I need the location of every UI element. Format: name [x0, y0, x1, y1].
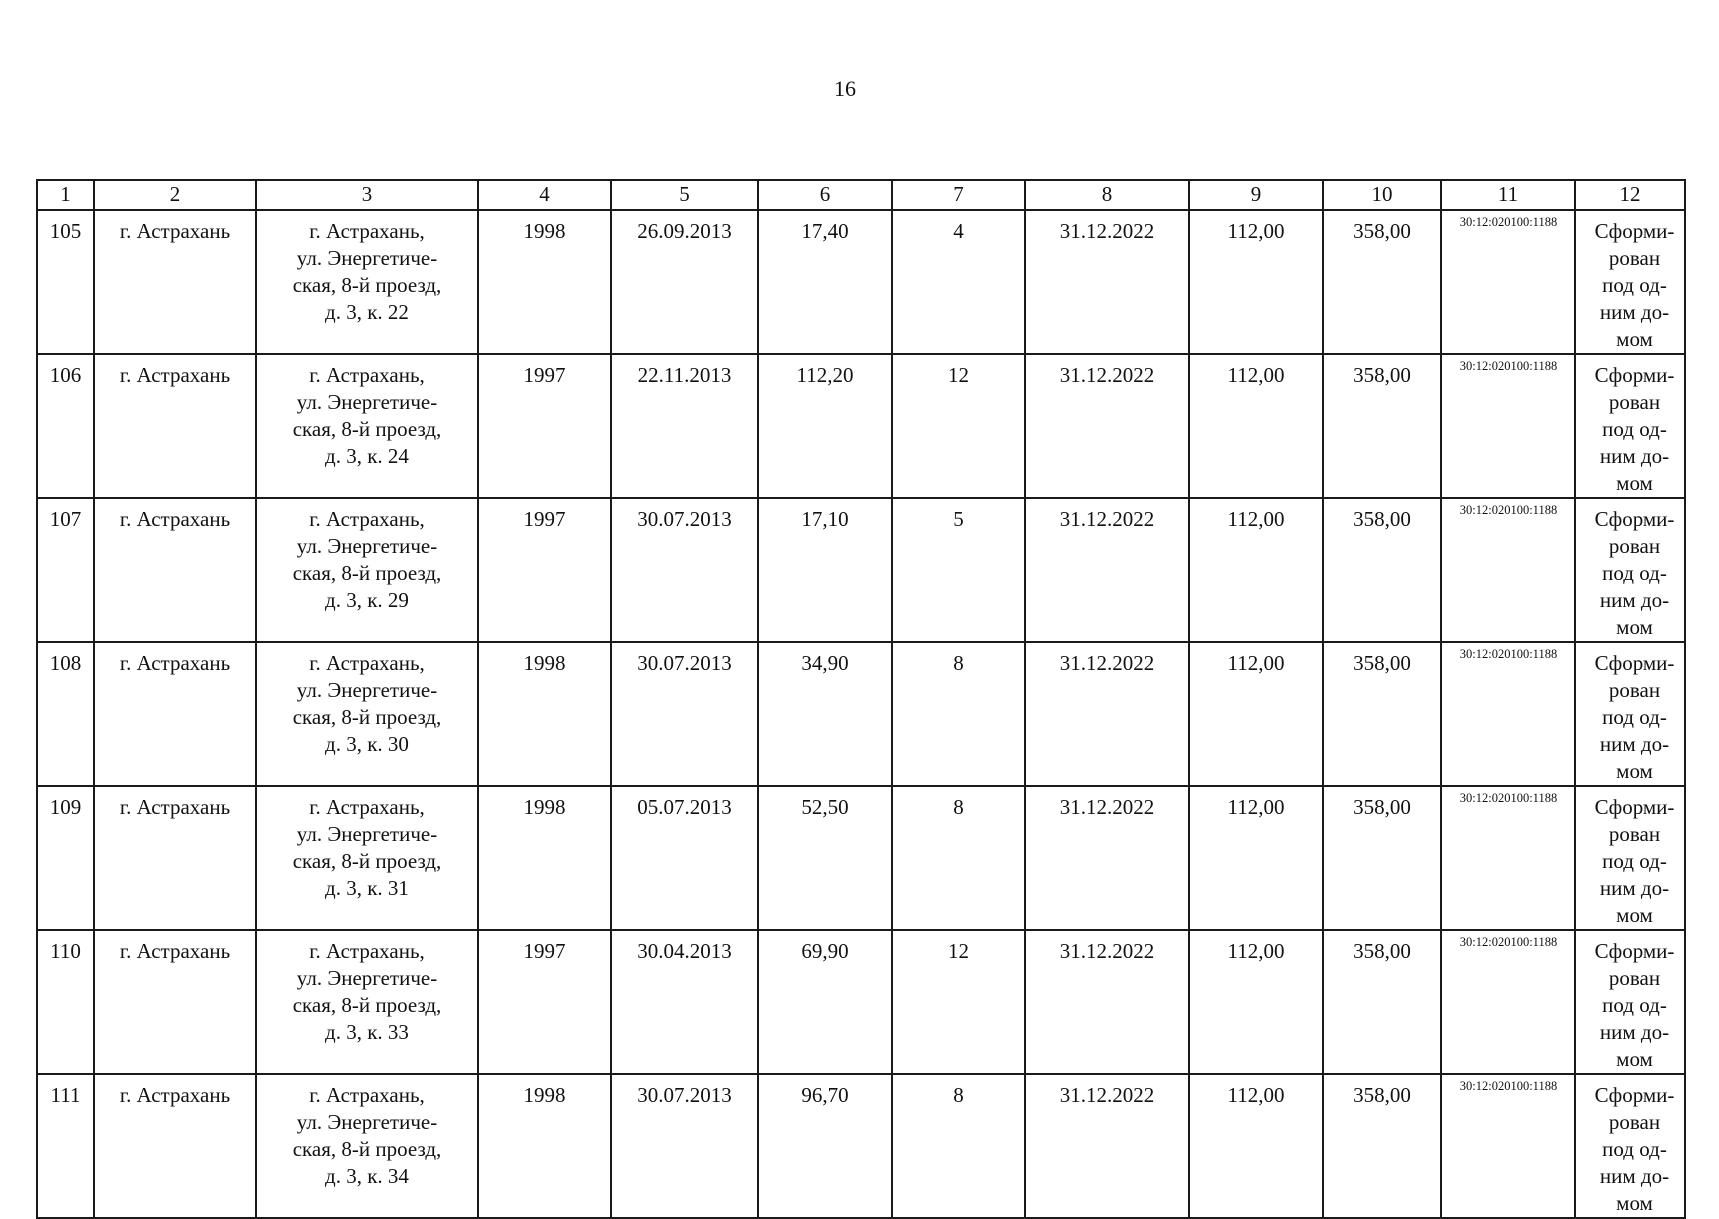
cadastral-number-cell: 30:12:020100:1188: [1441, 210, 1575, 354]
address-line: г. Астрахань,: [309, 363, 425, 387]
city-cell: г. Астрахань: [94, 498, 256, 642]
column-header-3: 3: [256, 180, 478, 210]
status-line: под од-: [1602, 417, 1667, 441]
address-line: ская, 8-й проезд,: [292, 561, 442, 585]
row-number: 110: [37, 930, 94, 1074]
column-header-6: 6: [758, 180, 892, 210]
row-number: 111: [37, 1074, 94, 1218]
address-line: д. 3, к. 34: [325, 1164, 409, 1188]
status-line: мом: [1616, 615, 1653, 639]
column-header-7: 7: [892, 180, 1025, 210]
status-line: ним до-: [1599, 300, 1670, 324]
area-cell: 17,40: [758, 210, 892, 354]
value-9-cell: 112,00: [1189, 642, 1323, 786]
table-row: [37, 1074, 1685, 1218]
cadastral-number-cell: 30:12:020100:1188: [1441, 786, 1575, 930]
value-10-cell: 358,00: [1323, 210, 1441, 354]
address-cell: [256, 354, 478, 498]
address-line: ул. Энергетиче-: [296, 678, 438, 702]
city-cell: г. Астрахань: [94, 930, 256, 1074]
value-10-cell: 358,00: [1323, 354, 1441, 498]
column-header-4: 4: [478, 180, 611, 210]
count-cell: 8: [892, 642, 1025, 786]
table-row: [37, 786, 1685, 930]
value-9-cell: 112,00: [1189, 930, 1323, 1074]
address-line: ул. Энергетиче-: [296, 1110, 438, 1134]
area-cell: 17,10: [758, 498, 892, 642]
address-line: д. 3, к. 33: [325, 1020, 409, 1044]
end-date-cell: 31.12.2022: [1025, 1074, 1189, 1218]
address-cell: [256, 210, 478, 354]
date-cell: 22.11.2013: [611, 354, 758, 498]
table-row: [37, 498, 1685, 642]
row-number: 109: [37, 786, 94, 930]
address-cell: [256, 786, 478, 930]
address-line: ская, 8-й проезд,: [292, 417, 442, 441]
city-cell: г. Астрахань: [94, 210, 256, 354]
status-line: мом: [1616, 471, 1653, 495]
value-9-cell: 112,00: [1189, 210, 1323, 354]
year-cell: 1997: [478, 498, 611, 642]
status-line: под од-: [1602, 849, 1667, 873]
status-cell: [1575, 210, 1685, 354]
address-line: д. 3, к. 22: [325, 300, 409, 324]
cadastral-number-cell: 30:12:020100:1188: [1441, 354, 1575, 498]
count-cell: 8: [892, 1074, 1025, 1218]
status-line: под од-: [1602, 273, 1667, 297]
area-cell: 96,70: [758, 1074, 892, 1218]
count-cell: 8: [892, 786, 1025, 930]
value-10-cell: 358,00: [1323, 1074, 1441, 1218]
status-line: рован: [1608, 390, 1661, 414]
status-line: ним до-: [1599, 444, 1670, 468]
area-cell: 52,50: [758, 786, 892, 930]
status-line: Сформи-: [1594, 363, 1675, 387]
address-line: ская, 8-й проезд,: [292, 705, 442, 729]
end-date-cell: 31.12.2022: [1025, 642, 1189, 786]
status-line: рован: [1608, 1110, 1661, 1134]
end-date-cell: 31.12.2022: [1025, 210, 1189, 354]
cadastral-number-cell: 30:12:020100:1188: [1441, 1074, 1575, 1218]
status-line: ним до-: [1599, 732, 1670, 756]
address-line: д. 3, к. 30: [325, 732, 409, 756]
year-cell: 1998: [478, 642, 611, 786]
address-line: ская, 8-й проезд,: [292, 1137, 442, 1161]
page-number: 16: [834, 76, 856, 101]
status-line: Сформи-: [1594, 795, 1675, 819]
area-cell: 69,90: [758, 930, 892, 1074]
date-cell: 05.07.2013: [611, 786, 758, 930]
address-line: ская, 8-й проезд,: [292, 273, 442, 297]
status-cell: [1575, 930, 1685, 1074]
city-cell: г. Астрахань: [94, 1074, 256, 1218]
column-header-10: 10: [1323, 180, 1441, 210]
address-line: г. Астрахань,: [309, 507, 425, 531]
status-line: Сформи-: [1594, 1083, 1675, 1107]
address-line: г. Астрахань,: [309, 1083, 425, 1107]
city-cell: г. Астрахань: [94, 786, 256, 930]
row-number: 108: [37, 642, 94, 786]
status-line: Сформи-: [1594, 507, 1675, 531]
column-header-12: 12: [1575, 180, 1685, 210]
status-line: мом: [1616, 1047, 1653, 1071]
table-row: [37, 210, 1685, 354]
end-date-cell: 31.12.2022: [1025, 354, 1189, 498]
area-cell: 34,90: [758, 642, 892, 786]
end-date-cell: 31.12.2022: [1025, 498, 1189, 642]
area-cell: 112,20: [758, 354, 892, 498]
year-cell: 1997: [478, 930, 611, 1074]
row-number: 107: [37, 498, 94, 642]
city-cell: г. Астрахань: [94, 642, 256, 786]
status-line: мом: [1616, 1191, 1653, 1215]
value-10-cell: 358,00: [1323, 786, 1441, 930]
status-line: мом: [1616, 759, 1653, 783]
status-line: ним до-: [1599, 588, 1670, 612]
address-cell: [256, 1074, 478, 1218]
address-line: д. 3, к. 24: [325, 444, 409, 468]
year-cell: 1997: [478, 354, 611, 498]
status-line: рован: [1608, 246, 1661, 270]
status-line: рован: [1608, 534, 1661, 558]
table-body: [37, 210, 1685, 1218]
date-cell: 30.07.2013: [611, 1074, 758, 1218]
row-number: 106: [37, 354, 94, 498]
cadastral-number-cell: 30:12:020100:1188: [1441, 498, 1575, 642]
column-header-2: 2: [94, 180, 256, 210]
date-cell: 30.04.2013: [611, 930, 758, 1074]
value-9-cell: 112,00: [1189, 498, 1323, 642]
cadastral-number-cell: 30:12:020100:1188: [1441, 642, 1575, 786]
column-header-9: 9: [1189, 180, 1323, 210]
cadastral-number-cell: 30:12:020100:1188: [1441, 930, 1575, 1074]
status-line: рован: [1608, 678, 1661, 702]
address-line: ул. Энергетиче-: [296, 966, 438, 990]
address-line: ул. Энергетиче-: [296, 534, 438, 558]
address-cell: [256, 930, 478, 1074]
end-date-cell: 31.12.2022: [1025, 786, 1189, 930]
address-line: ская, 8-й проезд,: [292, 993, 442, 1017]
status-line: мом: [1616, 903, 1653, 927]
address-line: г. Астрахань,: [309, 219, 425, 243]
value-9-cell: 112,00: [1189, 1074, 1323, 1218]
status-line: мом: [1616, 327, 1653, 351]
status-cell: [1575, 354, 1685, 498]
status-line: ним до-: [1599, 1164, 1670, 1188]
address-line: ул. Энергетиче-: [296, 246, 438, 270]
date-cell: 26.09.2013: [611, 210, 758, 354]
count-cell: 4: [892, 210, 1025, 354]
status-line: рован: [1608, 966, 1661, 990]
registry-table: [36, 179, 1686, 1219]
status-line: ним до-: [1599, 876, 1670, 900]
status-line: Сформи-: [1594, 939, 1675, 963]
address-cell: [256, 498, 478, 642]
status-line: Сформи-: [1594, 651, 1675, 675]
value-10-cell: 358,00: [1323, 642, 1441, 786]
address-line: г. Астрахань,: [309, 939, 425, 963]
header-row: [37, 180, 1685, 210]
year-cell: 1998: [478, 786, 611, 930]
address-line: д. 3, к. 29: [325, 588, 409, 612]
status-line: рован: [1608, 822, 1661, 846]
date-cell: 30.07.2013: [611, 498, 758, 642]
address-line: ул. Энергетиче-: [296, 822, 438, 846]
address-line: ская, 8-й проезд,: [292, 849, 442, 873]
year-cell: 1998: [478, 1074, 611, 1218]
status-line: под од-: [1602, 1137, 1667, 1161]
row-number: 105: [37, 210, 94, 354]
address-line: ул. Энергетиче-: [296, 390, 438, 414]
address-line: д. 3, к. 31: [325, 876, 409, 900]
status-line: ним до-: [1599, 1020, 1670, 1044]
count-cell: 12: [892, 354, 1025, 498]
status-cell: [1575, 1074, 1685, 1218]
year-cell: 1998: [478, 210, 611, 354]
status-cell: [1575, 642, 1685, 786]
table-row: [37, 642, 1685, 786]
city-cell: г. Астрахань: [94, 354, 256, 498]
column-header-1: 1: [37, 180, 94, 210]
address-line: г. Астрахань,: [309, 651, 425, 675]
count-cell: 12: [892, 930, 1025, 1074]
status-line: под од-: [1602, 993, 1667, 1017]
end-date-cell: 31.12.2022: [1025, 930, 1189, 1074]
table-row: [37, 930, 1685, 1074]
status-line: под од-: [1602, 561, 1667, 585]
status-line: под од-: [1602, 705, 1667, 729]
address-cell: [256, 642, 478, 786]
column-header-8: 8: [1025, 180, 1189, 210]
status-cell: [1575, 786, 1685, 930]
value-9-cell: 112,00: [1189, 786, 1323, 930]
value-10-cell: 358,00: [1323, 930, 1441, 1074]
value-9-cell: 112,00: [1189, 354, 1323, 498]
address-line: г. Астрахань,: [309, 795, 425, 819]
count-cell: 5: [892, 498, 1025, 642]
date-cell: 30.07.2013: [611, 642, 758, 786]
column-header-5: 5: [611, 180, 758, 210]
value-10-cell: 358,00: [1323, 498, 1441, 642]
table-row: [37, 354, 1685, 498]
column-header-11: 11: [1441, 180, 1575, 210]
status-cell: [1575, 498, 1685, 642]
status-line: Сформи-: [1594, 219, 1675, 243]
